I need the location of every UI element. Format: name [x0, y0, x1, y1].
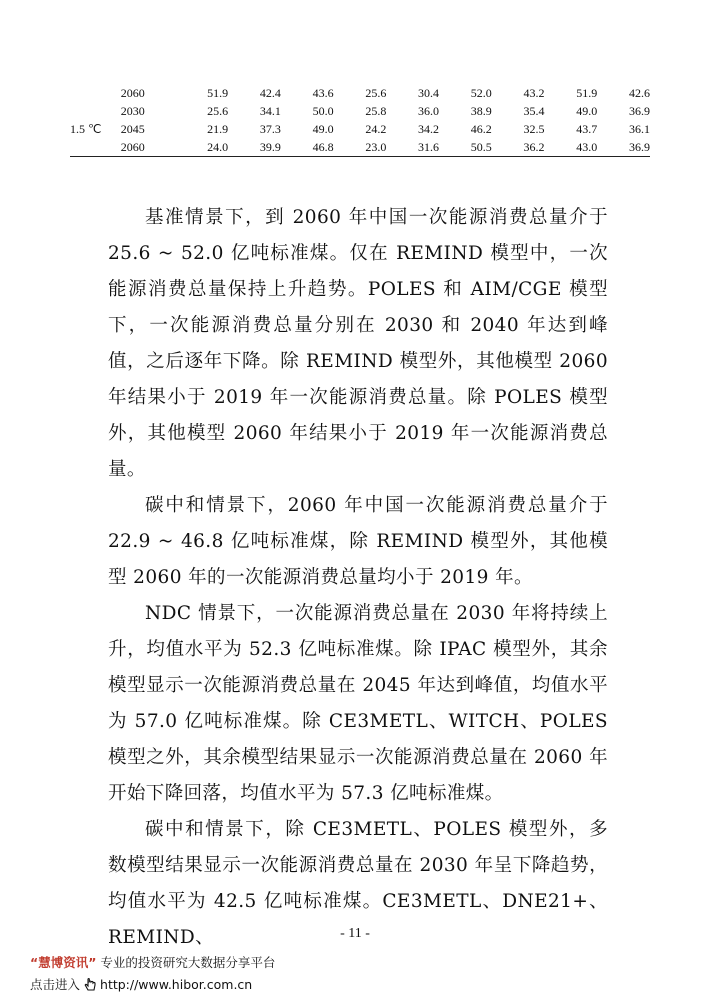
value-cell: 24.2	[365, 122, 387, 136]
value-cell: 30.4	[418, 86, 440, 100]
value-cell: 36.2	[492, 138, 545, 157]
data-table-fragment	[70, 84, 650, 157]
table-row	[70, 84, 650, 102]
paragraph-carbon-neutral: 碳中和情景下，2060 年中国一次能源消费总量介于 22.9 ~ 46.8 亿吨标准煤，除 REMIND 模型外，其他模型 2060 年的一次能源消费总量均小于 2019 年。	[108, 495, 608, 588]
value-cell: 31.6	[386, 138, 439, 157]
value-cell: 39.9	[228, 138, 281, 157]
footer-line-link	[30, 974, 275, 996]
value-cell: 32.5	[523, 122, 545, 136]
value-cell: 46.8	[281, 138, 334, 157]
page-number: - 11 -	[340, 926, 370, 941]
value-cell: 50.0	[312, 104, 334, 118]
value-cell: 46.2	[470, 122, 492, 136]
value-cell: 38.9	[470, 104, 492, 118]
value-cell: 51.9	[207, 86, 229, 100]
value-cell: 34.2	[418, 122, 440, 136]
value-cell: 50.5	[439, 138, 492, 157]
value-cell: 36.1	[629, 122, 650, 136]
value-cell: 37.3	[259, 122, 281, 136]
brand-name: “慧博资讯”	[30, 955, 97, 970]
value-cell: 36.0	[418, 104, 440, 118]
footer-url-link[interactable]: http://www.hibor.com.cn	[100, 977, 253, 992]
value-cell: 24.0	[175, 138, 228, 157]
value-cell: 36.9	[597, 138, 650, 157]
year-cell: 2030	[120, 104, 145, 118]
click-text: 点击进入	[30, 977, 81, 992]
footer-line-brand	[30, 952, 275, 974]
scenario-cell	[70, 84, 121, 102]
year-cell: 2060	[120, 86, 145, 100]
value-cell: 36.9	[629, 104, 650, 118]
value-cell: 43.0	[544, 138, 597, 157]
scenario-cell	[70, 138, 121, 157]
value-cell: 43.6	[312, 86, 334, 100]
value-cell: 25.8	[365, 104, 387, 118]
value-cell: 42.6	[629, 86, 650, 100]
table-row	[70, 102, 650, 120]
paragraph-ndc: NDC 情景下，一次能源消费总量在 2030 年将持续上升，均值水平为 52.3 亿吨标准煤。除 IPAC 模型外，其余模型显示一次能源消费总量在 2045 年达到峰值，均值水平为 57.0 亿吨标准煤。除 CE3METL、WITCH、POLES 模型之外，其余模型结果显示一次能源消费总量在 2060 年开始下降回落，均值水平为 57.3 亿吨标准煤。	[108, 603, 608, 804]
value-cell: 42.4	[259, 86, 281, 100]
scenario-cell	[70, 102, 121, 120]
value-cell: 25.6	[365, 86, 387, 100]
value-cell: 49.0	[576, 104, 598, 118]
scenario-cell: 1.5 ℃	[70, 122, 102, 136]
value-cell: 35.4	[523, 104, 545, 118]
table-row	[70, 120, 650, 138]
value-cell: 51.9	[576, 86, 598, 100]
value-cell: 21.9	[207, 122, 229, 136]
value-cell: 49.0	[312, 122, 334, 136]
body-text	[108, 200, 608, 956]
brand-tagline: 专业的投资研究大数据分享平台	[100, 955, 276, 970]
table-row	[70, 138, 650, 157]
paragraph-baseline: 基准情景下，到 2060 年中国一次能源消费总量介于 25.6 ~ 52.0 亿吨标准煤。仅在 REMIND 模型中，一次能源消费总量保持上升趋势。POLES 和 AIM/CGE 模型下，一次能源消费总量分别在 2030 和 2040 年达到峰值，之后逐年下降。除 REMIND 模型外，其他模型 2060 年结果小于 2019 年一次能源消费总量。除 POLES 模型外，其他模型 2060 年结果小于 2019 年一次能源消费总量。	[108, 207, 608, 480]
value-cell: 43.7	[576, 122, 598, 136]
footer-watermark	[30, 952, 275, 996]
paragraph-carbon-neutral-2: 碳中和情景下，除 CE3METL、POLES 模型外，多数模型结果显示一次能源消费总量在 2030 年呈下降趋势，均值水平为 42.5 亿吨标准煤。CE3METL、DNE21+、REMIND、	[108, 819, 608, 948]
year-cell: 2045	[120, 122, 145, 136]
pointer-hand-icon	[82, 977, 98, 993]
value-cell: 43.2	[523, 86, 545, 100]
value-cell: 52.0	[470, 86, 492, 100]
value-cell: 23.0	[334, 138, 387, 157]
value-cell: 34.1	[259, 104, 281, 118]
value-cell: 25.6	[207, 104, 229, 118]
year-cell: 2060	[121, 138, 176, 157]
energy-consumption-table	[70, 84, 650, 157]
